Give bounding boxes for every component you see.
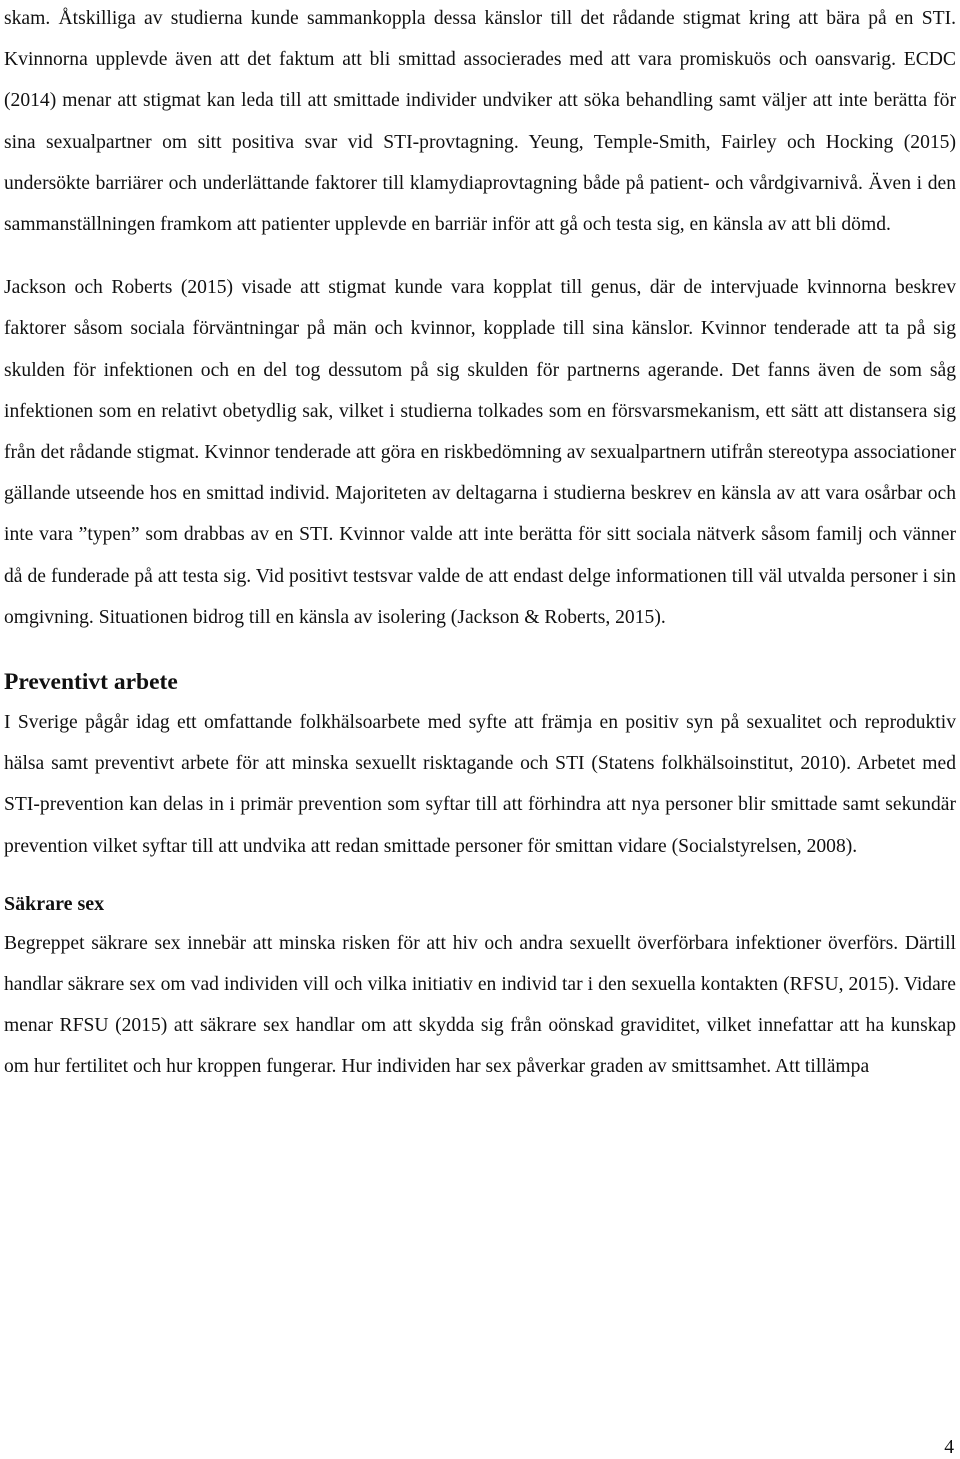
paragraph-stigma: skam. Åtskilliga av studierna kunde sammankoppla dessa känslor till det rådande stigmat kring att bära på en STI. Kvinnorna upplevde även att det faktum att bli smittad associerades med att vara promiskuös och oansvarig. ECDC (2014) menar att stigmat kan leda till att smittade individer undviker att söka behandling samt väljer att inte berätta för sina sexualpartner om sitt positiva svar vid STI-provtagning. Yeung, Temple-Smith, Fairley och Hocking (2015) undersökte barriärer och underlättande faktorer till klamydiaprovtagning både på patient- och vårdgivarnivå. Även i den sammanställningen framkom att patienter upplevde en barriär inför att gå och testa sig, en känsla av att bli dömd. [4,8,956,236]
paragraph-prevention: I Sverige pågår idag ett omfattande folkhälsoarbete med syfte att främja en positiv syn på sexualitet och reproduktiv hälsa samt preventivt arbete för att minska sexuellt risktagande och STI (Statens folkhälsoinstitut, 2010). Arbetet med STI-prevention kan delas in i primär prevention som syftar till att förhindra att nya personer blir smittade samt sekundär prevention vilket syftar till att undvika att redan smittade personer för smittan vidare (Socialstyrelsen, 2008). [4,712,956,857]
page-number: 4 [944,1437,954,1458]
paragraph-safer-sex: Begreppet säkrare sex innebär att minska risken för att hiv och andra sexuellt överförbara infektioner överförs. Därtill handlar säkrare sex om vad individen vill och vilka initiativ en individ tar i den sexuella kontakten (RFSU, 2015). Vidare menar RFSU (2015) att säkrare sex handlar om att skydda sig från oönskad graviditet, vilket innefattar att ha kunskap om hur fertilitet och hur kroppen fungerar. Hur individen har sex påverkar graden av smittsamhet. Att tillämpa [4,932,956,1078]
subsection-heading: Säkrare sex [4,892,105,915]
document-page [4,0,956,1088]
section-heading: Preventivt arbete [4,669,178,696]
paragraph-gender: Jackson och Roberts (2015) visade att stigmat kunde vara kopplat till genus, där de intervjuade kvinnorna beskrev faktorer såsom sociala förväntningar på män och kvinnor, kopplade till sina känslor. Kvinnor tenderade att ta på sig skulden för infektionen och en del tog dessutom på sig skulden för partnerns agerande. Det fanns även de som såg infektionen som en relativt obetydlig sak, vilket i studierna tolkades som en försvarsmekanism, ett sätt att distansera sig från det rådande stigmat. Kvinnor tenderade att göra en riskbedömning av sexualpartnern utifrån stereotypa associationer gällande utseende hos en smittad individ. Majoriteten av deltagarna i studierna beskrev en känsla av att vara osårbar och inte vara ”typen” som drabbas av en STI. Kvinnor valde att inte berätta för sitt sociala nätverk såsom familj och vänner då de funderade på att testa sig. Vid positivt testsvar valde de att endast delge informationen till väl utvalda personer i sin omgivning. Situationen bidrog till en känsla av isolering (Jackson & Roberts, 2015). [4,277,956,628]
